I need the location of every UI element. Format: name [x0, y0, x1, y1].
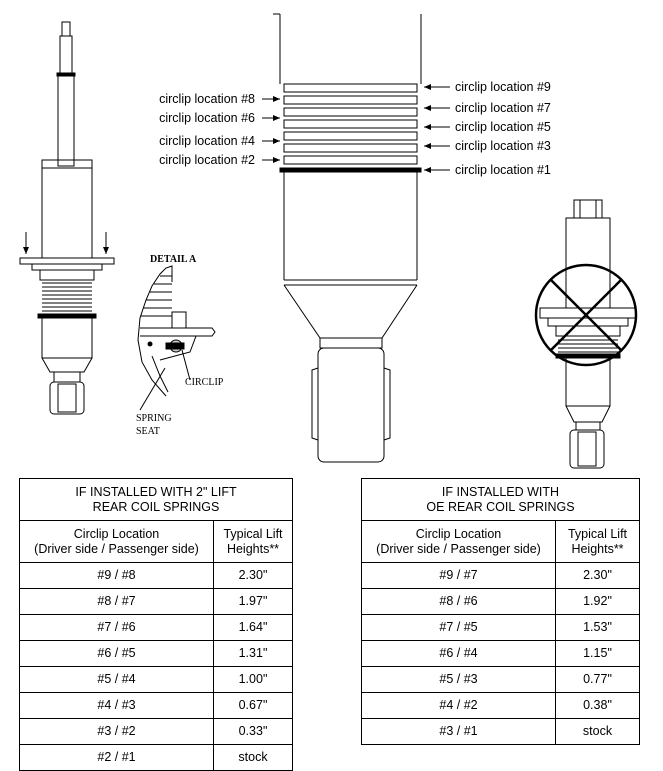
title-line-2: OE REAR COIL SPRINGS: [426, 499, 575, 514]
col-header-location-line-1: Circlip Location: [73, 526, 160, 541]
cell-location: #6 / #5: [20, 641, 214, 667]
label-circlip-8: circlip location #8: [159, 92, 255, 106]
circlip-callout: CIRCLIP: [185, 377, 224, 388]
cell-height: 1.97": [214, 589, 293, 615]
lift-table-2in-springs: [19, 478, 293, 771]
col-header-location-line-1: Circlip Location: [415, 526, 502, 541]
table-row: [20, 745, 293, 771]
table-row: [362, 719, 640, 745]
cell-height: 0.77": [556, 667, 640, 693]
cell-location: #5 / #4: [20, 667, 214, 693]
cell-location: #9 / #7: [362, 563, 556, 589]
col-header-location: [20, 521, 214, 563]
cell-height: 1.00": [214, 667, 293, 693]
label-circlip-5: circlip location #5: [455, 120, 551, 134]
label-circlip-4: circlip location #4: [159, 134, 255, 148]
label-circlip-9: circlip location #9: [455, 80, 551, 94]
table-row: [362, 563, 640, 589]
col-header-height: [556, 521, 640, 563]
title-line-1: IF INSTALLED WITH: [441, 484, 560, 499]
label-circlip-3: circlip location #3: [455, 139, 551, 153]
table-row: [20, 641, 293, 667]
cell-height: stock: [214, 745, 293, 771]
cell-location: #6 / #4: [362, 641, 556, 667]
cell-location: #5 / #3: [362, 667, 556, 693]
cell-height: 2.30": [556, 563, 640, 589]
cell-height: 1.53": [556, 615, 640, 641]
table-row: [362, 641, 640, 667]
table-row: [20, 667, 293, 693]
cell-location: #8 / #7: [20, 589, 214, 615]
table-row: [362, 589, 640, 615]
cell-location: #3 / #1: [362, 719, 556, 745]
cell-location: #2 / #1: [20, 745, 214, 771]
cell-location: #7 / #5: [362, 615, 556, 641]
spring-seat-callout-1: SPRING: [136, 413, 172, 424]
label-circlip-1: circlip location #1: [455, 163, 551, 177]
col-header-height-line-2: Heights**: [226, 541, 280, 556]
cell-height: 1.64": [214, 615, 293, 641]
cell-height: 0.38": [556, 693, 640, 719]
title-line-2: REAR COIL SPRINGS: [92, 499, 220, 514]
col-header-location-line-2: (Driver side / Passenger side): [34, 541, 199, 556]
col-header-height: [214, 521, 293, 563]
label-circlip-7: circlip location #7: [455, 101, 551, 115]
cell-location: #4 / #2: [362, 693, 556, 719]
cell-height: 2.30": [214, 563, 293, 589]
table-row: [362, 693, 640, 719]
col-header-height-line-1: Typical Lift: [567, 526, 628, 541]
cell-height: 0.67": [214, 693, 293, 719]
spring-seat-callout-2: SEAT: [136, 426, 160, 437]
lift-table-oe-springs: [361, 478, 640, 745]
table-row: [362, 667, 640, 693]
incorrect-install-drawing: [536, 200, 636, 468]
cell-height: 1.15": [556, 641, 640, 667]
table-row: [20, 693, 293, 719]
table-row: [20, 615, 293, 641]
cell-height: 0.33": [214, 719, 293, 745]
col-header-location-line-2: (Driver side / Passenger side): [376, 541, 541, 556]
cell-location: #8 / #6: [362, 589, 556, 615]
cell-height: 1.92": [556, 589, 640, 615]
label-circlip-6: circlip location #6: [159, 111, 255, 125]
label-circlip-2: circlip location #2: [159, 153, 255, 167]
table-title: [20, 479, 293, 521]
left-shock-drawing: [20, 22, 114, 414]
cell-location: #4 / #3: [20, 693, 214, 719]
col-header-location: [362, 521, 556, 563]
detail-a-drawing: [138, 266, 215, 410]
col-header-height-line-2: Heights**: [571, 541, 624, 556]
cell-location: #7 / #6: [20, 615, 214, 641]
cell-height: 1.31": [214, 641, 293, 667]
cell-location: #3 / #2: [20, 719, 214, 745]
table-title: [362, 479, 640, 521]
table-row: [20, 563, 293, 589]
title-line-1: IF INSTALLED WITH 2" LIFT: [75, 484, 237, 499]
table-row: [362, 615, 640, 641]
center-shock-drawing: [273, 14, 421, 462]
cell-location: #9 / #8: [20, 563, 214, 589]
col-header-height-line-1: Typical Lift: [223, 526, 283, 541]
cell-height: stock: [556, 719, 640, 745]
table-row: [20, 589, 293, 615]
table-row: [20, 719, 293, 745]
detail-a-title: DETAIL A: [150, 254, 197, 265]
